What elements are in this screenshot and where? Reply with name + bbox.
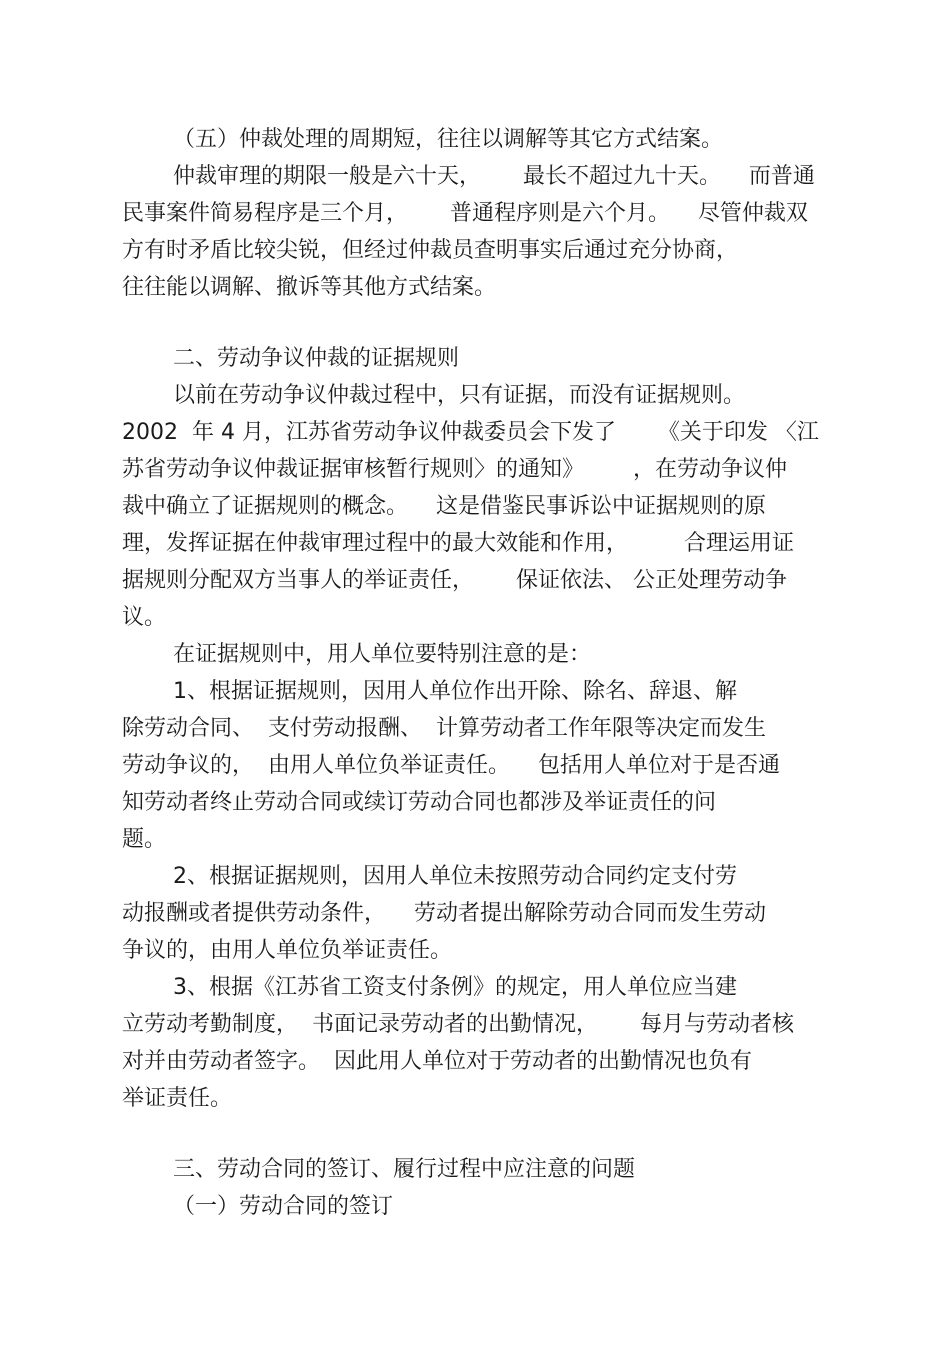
text-line: 立劳动考勤制度， 书面记录劳动者的出勤情况， 每月与劳动者核 xyxy=(122,1012,794,1037)
subsection-heading: （一）劳动合同的签订 xyxy=(173,1194,394,1219)
text-line: 苏省劳动争议仲裁证据审核暂行规则〉的通知》 ，在劳动争议仲 xyxy=(122,457,787,482)
text-line: 在证据规则中，用人单位要特别注意的是： xyxy=(173,642,592,667)
text-line: 动报酬或者提供劳动条件， 劳动者提出解除劳动合同而发生劳动 xyxy=(122,901,766,926)
text-line: 对并由劳动者签字。 因此用人单位对于劳动者的出勤情况也负有 xyxy=(122,1049,752,1074)
text-line: 知劳动者终止劳动合同或续订劳动合同也都涉及举证责任的问 xyxy=(122,790,717,815)
text-line: 除劳动合同、 支付劳动报酬、 计算劳动者工作年限等决定而发生 xyxy=(122,716,766,741)
text-line: 举证责任。 xyxy=(122,1086,233,1111)
text-line: 2、根据证据规则，因用人单位未按照劳动合同约定支付劳 xyxy=(173,864,737,889)
section-heading: 三、劳动合同的签订、履行过程中应注意的问题 xyxy=(173,1157,636,1182)
text-line: 劳动争议的， 由用人单位负举证责任。 包括用人单位对于是否通 xyxy=(122,753,780,778)
text-line: 往往能以调解、撤诉等其他方式结案。 xyxy=(122,275,497,300)
text-line: 争议的，由用人单位负举证责任。 xyxy=(122,938,453,963)
text-line: 以前在劳动争议仲裁过程中，只有证据，而没有证据规则。 xyxy=(173,383,746,408)
text-line: 议。 xyxy=(122,605,167,630)
text-line: 题。 xyxy=(122,827,167,852)
text-line: （五）仲裁处理的周期短，往往以调解等其它方式结案。 xyxy=(173,127,724,152)
text-line: 理，发挥证据在仲裁审理过程中的最大效能和作用， 合理运用证 xyxy=(122,531,794,556)
section-heading: 二、劳动争议仲裁的证据规则 xyxy=(173,346,460,371)
text-line: 民事案件简易程序是三个月， 普通程序则是六个月。 尽管仲裁双 xyxy=(122,201,808,226)
text-line: 3、根据《江苏省工资支付条例》的规定，用人单位应当建 xyxy=(173,975,737,1000)
text-line: 据规则分配双方当事人的举证责任， 保证依法、 公正处理劳动争 xyxy=(122,568,787,593)
text-line: 仲裁审理的期限一般是六十天， 最长不超过九十天。 而普通 xyxy=(173,164,815,189)
text-line: 方有时矛盾比较尖锐，但经过仲裁员查明事实后通过充分协商， xyxy=(122,238,739,263)
text-line: 2002 年 4 月，江苏省劳动争议仲裁委员会下发了 《关于印发 〈江 xyxy=(122,420,819,445)
text-line: 1、根据证据规则，因用人单位作出开除、除名、辞退、解 xyxy=(173,679,737,704)
text-line: 裁中确立了证据规则的概念。 这是借鉴民事诉讼中证据规则的原 xyxy=(122,494,766,519)
